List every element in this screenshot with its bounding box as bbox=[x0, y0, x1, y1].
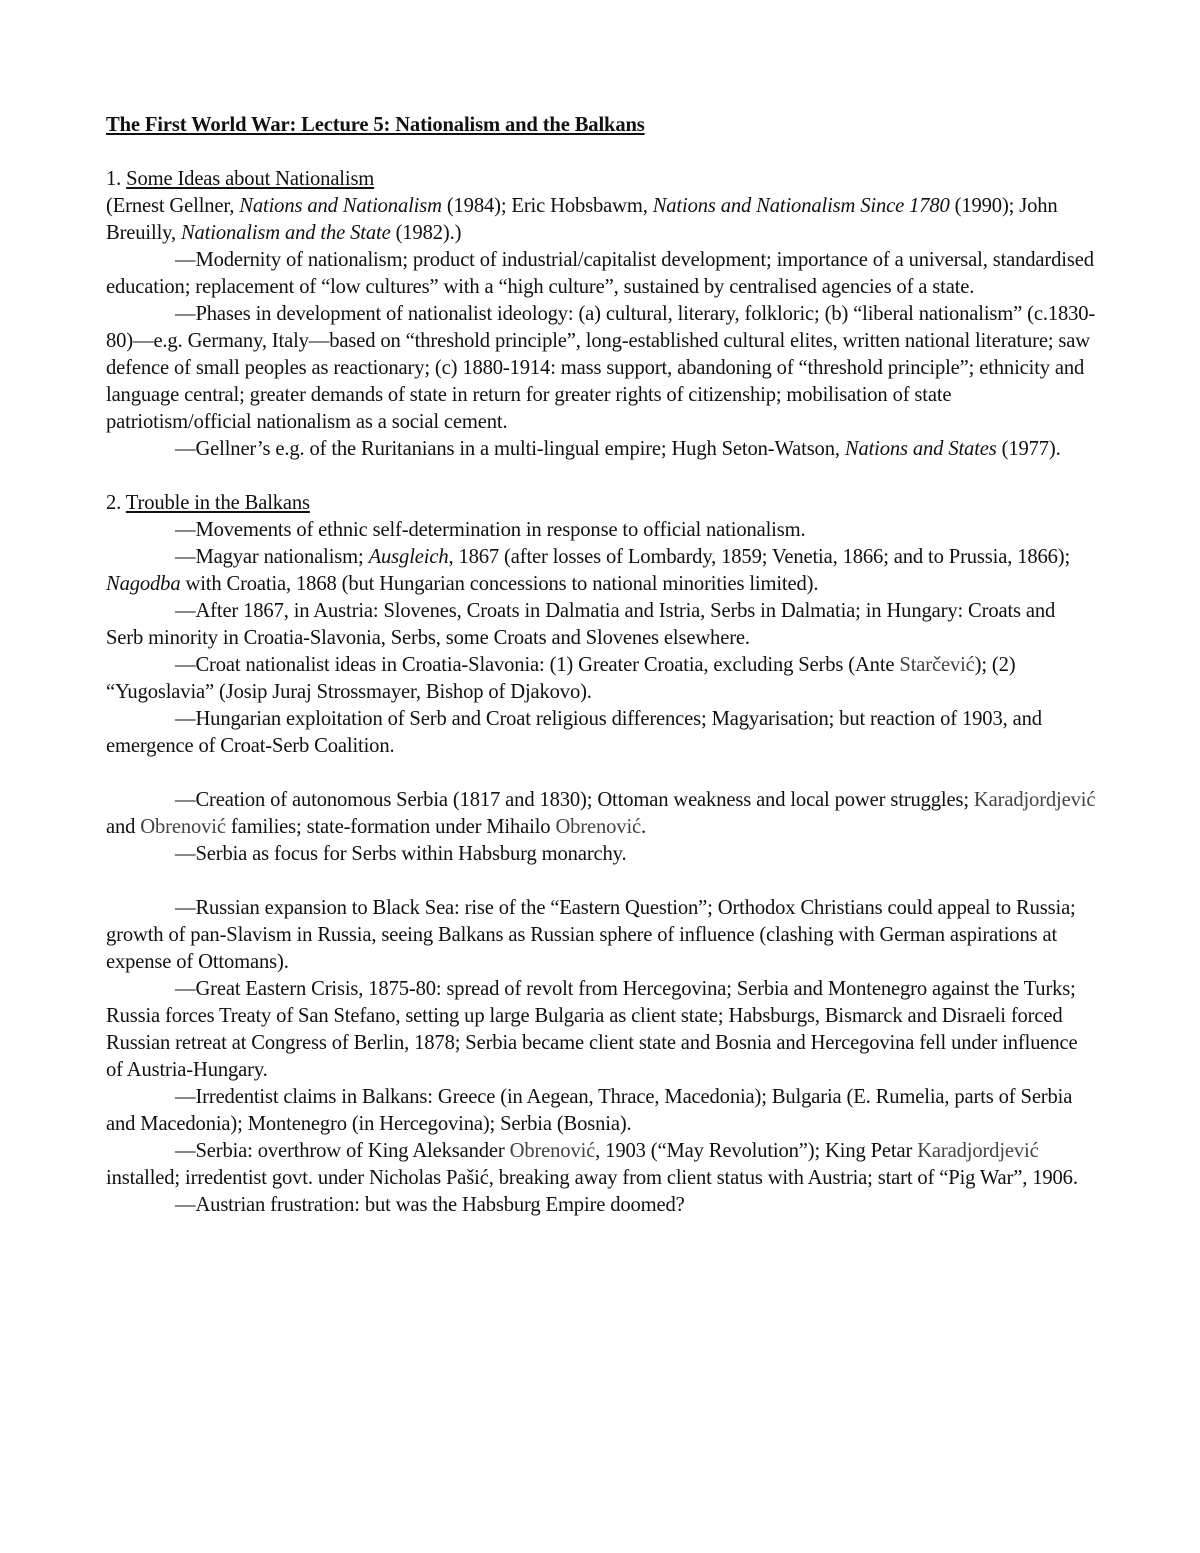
italic-term: Nagodba bbox=[106, 573, 181, 595]
section-2-point-10: —Irredentist claims in Balkans: Greece (in Aegean, Thrace, Macedonia); Bulgaria (E. Rumelia, parts of Serbia and Macedonia); Montenegro (in Hercegovina); Serbia (Bosnia). bbox=[106, 1086, 1073, 1135]
point-text: installed; irredentist govt. under Nicholas bbox=[106, 1167, 446, 1189]
person-name: Obrenović bbox=[555, 816, 642, 838]
section-1-point-1: —Modernity of nationalism; product of industrial/capitalist development; importance of a universal, standardised education; replacement of “low cultures” with a “high culture”, sustained by centralised agencies of a state. bbox=[106, 249, 1094, 298]
point-text: (1977). bbox=[996, 438, 1061, 460]
person-name: Obrenović bbox=[509, 1140, 596, 1162]
section-2-point-12: —Austrian frustration: but was the Habsburg Empire doomed? bbox=[175, 1194, 685, 1216]
section-2-heading-line bbox=[106, 490, 1096, 517]
ref-text: (Ernest Gellner, bbox=[106, 195, 240, 217]
person-name: Obrenović bbox=[140, 816, 226, 838]
person-name: Starčević bbox=[899, 654, 975, 676]
point-text: —Magyar nationalism; bbox=[175, 546, 369, 568]
italic-term: Ausgleich bbox=[368, 546, 449, 568]
ref-book-title: Nations and Nationalism bbox=[239, 195, 442, 217]
point-text: —Croat nationalist ideas in Croatia-Slavonia: (1) Greater Croatia, excluding Serbs (Ante bbox=[175, 654, 900, 676]
ref-text: (1982).) bbox=[390, 222, 462, 244]
ref-text: (1990); John Breuilly, bbox=[106, 195, 1058, 244]
section-1-number: 1. bbox=[106, 168, 127, 190]
point-text: —Creation of autonomous Serbia (1817 and 1830); Ottoman weakness and local power struggles; bbox=[175, 789, 974, 811]
point-text: —Gellner’s e.g. of the Ruritanians in a multi-lingual empire; Hugh Seton-Watson, bbox=[175, 438, 845, 460]
point-text: , 1867 (after losses of Lombardy, 1859; Venetia, 1866; and to Prussia, 1866); bbox=[448, 546, 1071, 568]
section-2-number: 2. bbox=[106, 492, 126, 514]
section-2-point-4 bbox=[106, 652, 1096, 706]
point-text: . bbox=[641, 816, 647, 838]
section-2-point-3: —After 1867, in Austria: Slovenes, Croats in Dalmatia and Istria, Serbs in Dalmatia; in Hungary: Croats and Serb minority in Croatia-Slavonia, Serbs, some Croats and Slovenes elsewhere. bbox=[106, 600, 1056, 649]
point-text: , breaking away from client status with Austria; start of “Pig War”, 1906. bbox=[488, 1167, 1078, 1189]
spacer bbox=[106, 760, 1096, 787]
point-text: —Serbia: overthrow of King Aleksander bbox=[175, 1140, 510, 1162]
spacer bbox=[106, 868, 1096, 895]
point-text: families; state-formation under Mihailo bbox=[225, 816, 556, 838]
section-2-point-11 bbox=[106, 1138, 1096, 1192]
person-name: Pašić bbox=[446, 1167, 489, 1189]
section-2-point-9: —Great Eastern Crisis, 1875-80: spread of revolt from Hercegovina; Serbia and Montenegro against the Turks; Russia forces Treaty of San Stefano, setting up large Bulgaria as client state; Habsburgs, Bismarck and Disraeli forced Russian retreat at Congress of Berlin, 1878; Serbia became client state and Bosnia and Hercegovina fell under influence of Austria-Hungary. bbox=[106, 978, 1078, 1081]
spacer bbox=[106, 139, 1096, 166]
point-text: ); (2) “Yugoslavia” (Josip Juraj Strossmayer, Bishop of Djakovo). bbox=[106, 654, 1016, 703]
person-name: Karadjordjević bbox=[917, 1140, 1039, 1162]
section-2-point-7: —Serbia as focus for Serbs within Habsburg monarchy. bbox=[175, 843, 627, 865]
ref-book-title: Nations and States bbox=[844, 438, 997, 460]
section-2-point-6 bbox=[106, 787, 1096, 841]
person-name: Karadjordjević bbox=[973, 789, 1096, 811]
document-title: The First World War: Lecture 5: Nationalism and the Balkans bbox=[106, 114, 645, 136]
section-2-heading: Trouble in the Balkans bbox=[125, 492, 310, 514]
section-1-references bbox=[106, 193, 1096, 247]
section-1-heading: Some Ideas about Nationalism bbox=[126, 168, 375, 190]
ref-text: (1984); Eric Hobsbawm, bbox=[441, 195, 653, 217]
spacer bbox=[106, 463, 1096, 490]
document-page bbox=[106, 112, 1096, 1219]
section-2-point-2 bbox=[106, 544, 1096, 598]
ref-book-title: Nations and Nationalism Since 1780 bbox=[652, 195, 950, 217]
ref-book-title: Nationalism and the State bbox=[180, 222, 391, 244]
section-2-point-8: —Russian expansion to Black Sea: rise of the “Eastern Question”; Orthodox Christians could appeal to Russia; growth of pan-Slavism in Russia, seeing Balkans as Russian sphere of influence (clashing with German aspirations at expense of Ottomans). bbox=[106, 897, 1076, 973]
section-2-point-1: —Movements of ethnic self-determination in response to official nationalism. bbox=[175, 519, 806, 541]
point-text: and bbox=[106, 816, 141, 838]
point-text: with Croatia, 1868 (but Hungarian concessions to national minorities limited). bbox=[180, 573, 819, 595]
section-2-point-5: —Hungarian exploitation of Serb and Croat religious differences; Magyarisation; but reaction of 1903, and emergence of Croat-Serb Coalition. bbox=[106, 708, 1042, 757]
section-1-point-2: —Phases in development of nationalist ideology: (a) cultural, literary, folkloric; (b) “liberal nationalism” (c.1830-80)—e.g. Germany, Italy—based on “threshold principle”, long-established cultural elites, written national literature; saw defence of small peoples as reactionary; (c) 1880-1914: mass support, abandoning of “threshold principle”; ethnicity and language central; greater demands of state in return for greater rights of citizenship; mobilisation of state patriotism/official nationalism as a social cement. bbox=[106, 303, 1096, 433]
point-text: , 1903 (“May Revolution”); King Petar bbox=[595, 1140, 918, 1162]
section-1-heading-line bbox=[106, 166, 1096, 193]
section-1-point-3 bbox=[106, 436, 1096, 463]
